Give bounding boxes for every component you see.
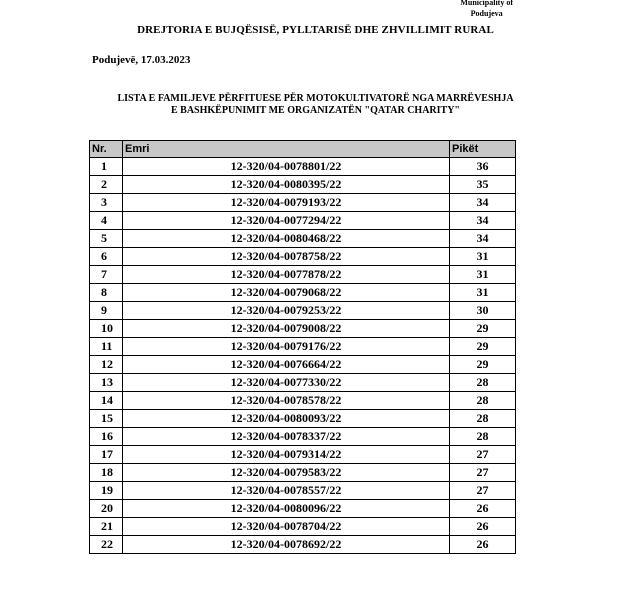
row-piket-cell: 31 [450,248,516,266]
column-header-emri: Emri [123,141,450,158]
municipality-line1: Municipality of [460,0,513,7]
row-number-cell: 15 [90,410,123,428]
row-number-cell: 13 [90,374,123,392]
table-row [90,374,516,392]
beneficiaries-table [89,140,516,554]
row-piket-cell: 26 [450,518,516,536]
row-number-cell: 10 [90,320,123,338]
table-row [90,266,516,284]
row-number-cell: 11 [90,338,123,356]
row-number-cell: 1 [90,158,123,176]
table-row [90,446,516,464]
row-number-cell: 21 [90,518,123,536]
row-number-cell: 3 [90,194,123,212]
row-emri-cell: 12-320/04-0078758/22 [123,248,450,266]
column-header-nr: Nr. [90,141,123,158]
row-piket-cell: 26 [450,536,516,554]
row-piket-cell: 34 [450,230,516,248]
table-row [90,230,516,248]
table-row [90,536,516,554]
row-number-cell: 14 [90,392,123,410]
municipality-line2: Podujeva [470,9,503,18]
row-piket-cell: 28 [450,428,516,446]
row-piket-cell: 28 [450,410,516,428]
row-number-cell: 20 [90,500,123,518]
row-number-cell: 4 [90,212,123,230]
row-piket-cell: 29 [450,356,516,374]
row-piket-cell: 27 [450,464,516,482]
title-line1: LISTA E FAMILJEVE PËRFITUESE PËR MOTOKULTIVATORË NGA MARRËVESHJA [117,93,514,104]
row-number-cell: 5 [90,230,123,248]
row-emri-cell: 12-320/04-0077294/22 [123,212,450,230]
table-row [90,518,516,536]
table-row [90,500,516,518]
row-piket-cell: 26 [450,500,516,518]
row-number-cell: 17 [90,446,123,464]
row-piket-cell: 31 [450,266,516,284]
row-number-cell: 19 [90,482,123,500]
row-piket-cell: 28 [450,374,516,392]
row-number-cell: 2 [90,176,123,194]
row-piket-cell: 27 [450,482,516,500]
table-row [90,410,516,428]
row-emri-cell: 12-320/04-0078801/22 [123,158,450,176]
row-emri-cell: 12-320/04-0079193/22 [123,194,450,212]
document-date: Podujevë, 17.03.2023 [92,54,191,66]
row-number-cell: 18 [90,464,123,482]
table-row [90,428,516,446]
table-row [90,392,516,410]
department-heading: DREJTORIA E BUJQËSISË, PYLLTARISË DHE ZHVILLIMIT RURAL [137,24,494,36]
row-emri-cell: 12-320/04-0079068/22 [123,284,450,302]
row-piket-cell: 27 [450,446,516,464]
row-emri-cell: 12-320/04-0078578/22 [123,392,450,410]
row-emri-cell: 12-320/04-0078704/22 [123,518,450,536]
row-emri-cell: 12-320/04-0077878/22 [123,266,450,284]
table-row [90,320,516,338]
table-row [90,176,516,194]
row-piket-cell: 28 [450,392,516,410]
row-piket-cell: 30 [450,302,516,320]
column-header-piket: Pikët [450,141,516,158]
table-row [90,464,516,482]
row-number-cell: 16 [90,428,123,446]
row-number-cell: 9 [90,302,123,320]
table-row [90,158,516,176]
row-number-cell: 22 [90,536,123,554]
table-row [90,194,516,212]
table-header-row [90,141,516,158]
row-piket-cell: 29 [450,320,516,338]
table-row [90,284,516,302]
row-emri-cell: 12-320/04-0078557/22 [123,482,450,500]
row-piket-cell: 34 [450,212,516,230]
row-emri-cell: 12-320/04-0078337/22 [123,428,450,446]
row-number-cell: 6 [90,248,123,266]
title-line2: E BASHKËPUNIMIT ME ORGANIZATËN "QATAR CHARITY" [170,105,460,116]
row-emri-cell: 12-320/04-0079008/22 [123,320,450,338]
row-piket-cell: 34 [450,194,516,212]
municipality-label [460,0,513,19]
row-number-cell: 12 [90,356,123,374]
row-number-cell: 8 [90,284,123,302]
row-emri-cell: 12-320/04-0080468/22 [123,230,450,248]
row-piket-cell: 36 [450,158,516,176]
table-row [90,356,516,374]
row-emri-cell: 12-320/04-0077330/22 [123,374,450,392]
table-row [90,302,516,320]
row-number-cell: 7 [90,266,123,284]
row-emri-cell: 12-320/04-0076664/22 [123,356,450,374]
row-piket-cell: 31 [450,284,516,302]
table-row [90,212,516,230]
row-emri-cell: 12-320/04-0080096/22 [123,500,450,518]
row-emri-cell: 12-320/04-0079176/22 [123,338,450,356]
document-title [0,93,631,117]
row-emri-cell: 12-320/04-0078692/22 [123,536,450,554]
row-piket-cell: 35 [450,176,516,194]
table-row [90,338,516,356]
table-row [90,248,516,266]
table-row [90,482,516,500]
row-piket-cell: 29 [450,338,516,356]
row-emri-cell: 12-320/04-0079314/22 [123,446,450,464]
row-emri-cell: 12-320/04-0079583/22 [123,464,450,482]
row-emri-cell: 12-320/04-0080093/22 [123,410,450,428]
row-emri-cell: 12-320/04-0080395/22 [123,176,450,194]
row-emri-cell: 12-320/04-0079253/22 [123,302,450,320]
